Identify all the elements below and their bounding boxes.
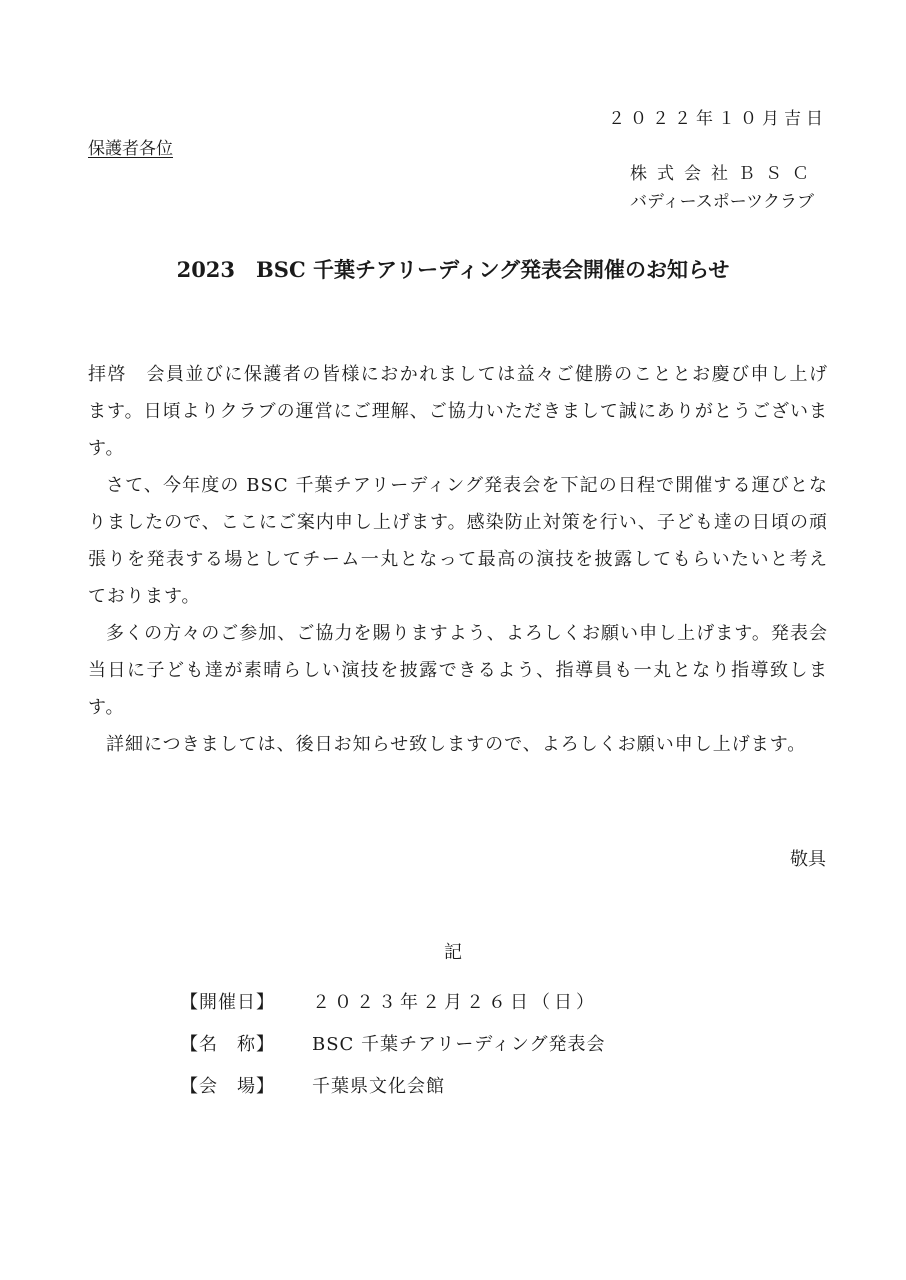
detail-value: BSC 千葉チアリーディング発表会 [312,1034,606,1055]
detail-value: ２０２３年２月２６日（日） [312,992,598,1013]
details-heading: 記 [444,942,462,963]
body-paragraph-greeting: 拝啓 会員並びに保護者の皆様におかれましては益々ご健勝のこととお慶び申し上げます。日頃よりクラブの運営にご理解、ご協力いただきまして誠にありがとうございます。 [88,364,828,459]
detail-label: 【開催日】 [180,992,275,1013]
body-paragraph-announcement: さて、今年度の BSC 千葉チアリーディング発表会を下記の日程で開催する運びとなりましたので、ここにご案内申し上げます。感染防止対策を行い、子ども達の日頃の頑張りを発表する場としてチーム一丸となって最高の演技を披露してもらいたいと考えております。 [88,475,828,607]
detail-row-date [180,980,606,1022]
sender-block [630,160,819,216]
details-list [180,980,606,1106]
detail-row-name [180,1022,606,1064]
document-title: 2023 BSC 千葉チアリーディング発表会開催のお知らせ [176,257,730,282]
body-text [88,356,828,763]
detail-label: 【会 場】 [180,1076,275,1097]
detail-value: 千葉県文化会館 [312,1076,445,1097]
sender-company: 株式会社ＢＳＣ [630,164,819,184]
body-paragraph-request: 多くの方々のご参加、ご協力を賜りますよう、よろしくお願い申し上げます。発表会当日に子ども達が素晴らしい演技を披露できるよう、指導員も一丸となり指導致します。 [88,623,828,718]
sender-club: バディースポーツクラブ [630,192,814,212]
issue-date: ２０２２年１０月吉日 [608,109,828,129]
body-paragraph-details-note: 詳細につきましては、後日お知らせ致しますので、よろしくお願い申し上げます。 [106,734,807,755]
addressee: 保護者各位 [88,139,173,159]
detail-label: 【名 称】 [180,1034,275,1055]
closing-word: 敬具 [790,849,826,870]
detail-row-venue [180,1064,606,1106]
